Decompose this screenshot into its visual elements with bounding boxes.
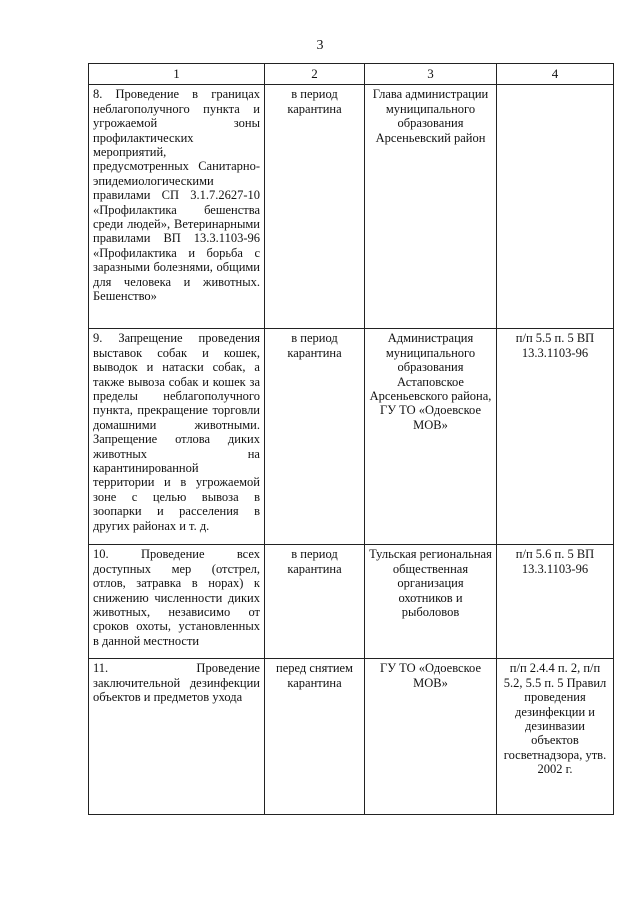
period-cell: в период карантина [265, 85, 365, 329]
measure-cell: 10. Проведение всех доступных мер (отстрел, отлов, затравка в норах) к снижению численности диких животных, независимо от сроков охоты, установленных в данной местности [89, 545, 265, 659]
header-col-1: 1 [89, 64, 265, 85]
period-cell: в период карантина [265, 329, 365, 545]
period-cell: перед снятием карантина [265, 659, 365, 815]
measure-cell: 11. Проведение заключительной дезинфекции объектов и предметов ухода [89, 659, 265, 815]
measure-cell: 8. Проведение в границах неблагополучного пункта и угрожаемой зоны профилактических мероприятий, предусмотренных Санитарно-эпидемиологическими правилами СП 3.1.7.2627-10 «Профилактика бешенства среди людей», Ветеринарными правилами ВП 13.3.1103-96 «Профилактика и борьба с заразными болезнями, общими для человека и животных. Бешенство» [89, 85, 265, 329]
measure-cell: 9. Запрещение проведения выставок собак и кошек, выводок и натаски собак, а также вывоза собак и кошек за пределы неблагополучного пункта, прекращение торговли домашними животными. Запрещение отлова диких животных на карантинированной территории и в угрожаемой зоне с целью вывоза в зоопарки и расселения в других районах и т. д. [89, 329, 265, 545]
responsible-cell: Администрация муниципального образования Астаповское Арсеньевского района, ГУ ТО «Одоевское МОВ» [365, 329, 497, 545]
table-header-row [89, 64, 614, 85]
table-row [89, 329, 614, 545]
page-number: 3 [316, 38, 324, 53]
period-cell: в период карантина [265, 545, 365, 659]
measures-table [88, 63, 614, 815]
basis-cell: п/п 5.5 п. 5 ВП 13.3.1103-96 [497, 329, 614, 545]
header-col-3: 3 [365, 64, 497, 85]
header-col-2: 2 [265, 64, 365, 85]
responsible-cell: ГУ ТО «Одоевское МОВ» [365, 659, 497, 815]
basis-cell [497, 85, 614, 329]
header-col-4: 4 [497, 64, 614, 85]
table-row [89, 545, 614, 659]
responsible-cell: Тульская региональная общественная организация охотников и рыболовов [365, 545, 497, 659]
responsible-cell: Глава администрации муниципального образования Арсеньевский район [365, 85, 497, 329]
table-row [89, 659, 614, 815]
table-row [89, 85, 614, 329]
basis-cell: п/п 5.6 п. 5 ВП 13.3.1103-96 [497, 545, 614, 659]
basis-cell: п/п 2.4.4 п. 2, п/п 5.2, 5.5 п. 5 Правил проведения дезинфекции и дезинвазии объектов госветнадзора, утв. 2002 г. [497, 659, 614, 815]
